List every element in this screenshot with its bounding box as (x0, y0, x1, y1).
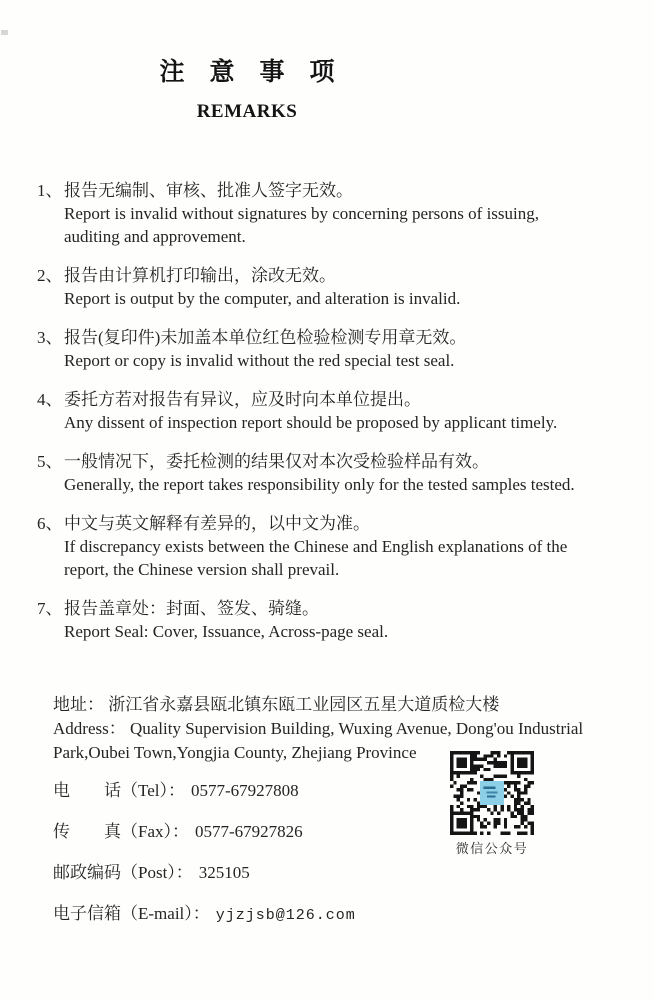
address-block (53, 693, 638, 765)
remarks-list (37, 179, 654, 643)
remark-item (37, 326, 654, 372)
scan-artifact (1, 30, 8, 35)
remark-content (64, 512, 642, 581)
remark-item (37, 512, 654, 581)
remark-text-zh: 报告由计算机打印输出，涂改无效。 (64, 266, 336, 285)
remark-text-en-line: Generally, the report takes responsibility only for the tested samples tested. (64, 475, 575, 494)
remark-content (64, 264, 642, 310)
remark-text-en-line: Any dissent of inspection report should be proposed by applicant timely. (64, 413, 558, 432)
address-line-en: Park,Oubei Town,Yongjia County, Zhejiang Province (53, 743, 417, 762)
remark-text-zh: 报告无编制、审核、批准人签字无效。 (64, 181, 353, 200)
contact-label: 传 真（Fax）： (53, 822, 189, 841)
remark-content (64, 179, 642, 248)
remark-text-en (64, 287, 642, 310)
remark-content (64, 388, 642, 434)
contact-label: 电子信箱（E-mail）： (53, 904, 210, 923)
wechat-qr-code (448, 751, 536, 835)
contact-row (53, 861, 654, 885)
qr-caption: 微信公众号 (455, 841, 529, 856)
contact-label: 电 话（Tel）： (53, 781, 185, 800)
page-header (0, 0, 494, 123)
address-en (53, 717, 638, 765)
qr-block (448, 751, 536, 857)
remark-number: 5、 (37, 452, 63, 471)
remark-item (37, 388, 654, 434)
contact-row (53, 820, 654, 844)
remark-number: 1、 (37, 181, 63, 200)
remark-number: 3、 (37, 328, 63, 347)
page-title-en: REMARKS (196, 101, 298, 122)
page-title-zh: 注 意 事 项 (159, 59, 335, 86)
contact-value: 0577-67927808 (190, 781, 299, 800)
remark-text-en-line: Report is output by the computer, and alteration is invalid. (64, 289, 461, 308)
remark-text-zh: 报告盖章处：封面、签发、骑缝。 (64, 599, 319, 618)
remark-text-en-line: If discrepancy exists between the Chinese and English explanations of the (64, 537, 568, 556)
address-line-en: Address： Quality Supervision Building, Wuxing Avenue, Dong'ou Industrial (53, 719, 584, 738)
address-line-zh: 地址： 浙江省永嘉县瓯北镇东瓯工业园区五星大道质检大楼 (53, 695, 500, 714)
remark-text-zh: 报告(复印件)未加盖本单位红色检验检测专用章无效。 (64, 328, 467, 347)
remark-text-en-line: Report or copy is invalid without the red special test seal. (64, 351, 455, 370)
contact-row (53, 779, 654, 803)
remark-text-zh: 委托方若对报告有异议，应及时向本单位提出。 (64, 390, 421, 409)
remark-text-en-line: Report is invalid without signatures by concerning persons of issuing, (64, 204, 539, 223)
remark-text-en-line: Report Seal: Cover, Issuance, Across-page seal. (64, 622, 389, 641)
remark-text-zh: 一般情况下，委托检测的结果仅对本次受检验样品有效。 (64, 452, 489, 471)
remark-text-en (64, 411, 642, 434)
remark-item (37, 264, 654, 310)
remark-text-en-line: report, the Chinese version shall prevail. (64, 560, 340, 579)
remark-number: 7、 (37, 599, 63, 618)
contact-label: 邮政编码（Post）： (53, 863, 193, 882)
remark-text-zh: 中文与英文解释有差异的，以中文为准。 (64, 514, 370, 533)
remark-text-en (64, 620, 642, 643)
contact-value: 325105 (198, 863, 250, 882)
remark-content (64, 326, 642, 372)
remark-text-en-line: auditing and approvement. (64, 227, 246, 246)
contact-value: yjzjsb@126.com (215, 907, 356, 924)
remark-number: 4、 (37, 390, 63, 409)
contact-list (53, 779, 654, 928)
remark-text-en (64, 202, 642, 248)
contact-row (53, 902, 654, 928)
remark-content (64, 450, 642, 496)
remark-number: 6、 (37, 514, 63, 533)
remark-item (37, 179, 654, 248)
remark-text-en (64, 535, 642, 581)
remark-number: 2、 (37, 266, 63, 285)
remark-item (37, 597, 654, 643)
contact-value: 0577-67927826 (195, 822, 303, 841)
remark-content (64, 597, 642, 643)
remark-text-en (64, 473, 642, 496)
remark-item (37, 450, 654, 496)
remark-text-en (64, 349, 642, 372)
